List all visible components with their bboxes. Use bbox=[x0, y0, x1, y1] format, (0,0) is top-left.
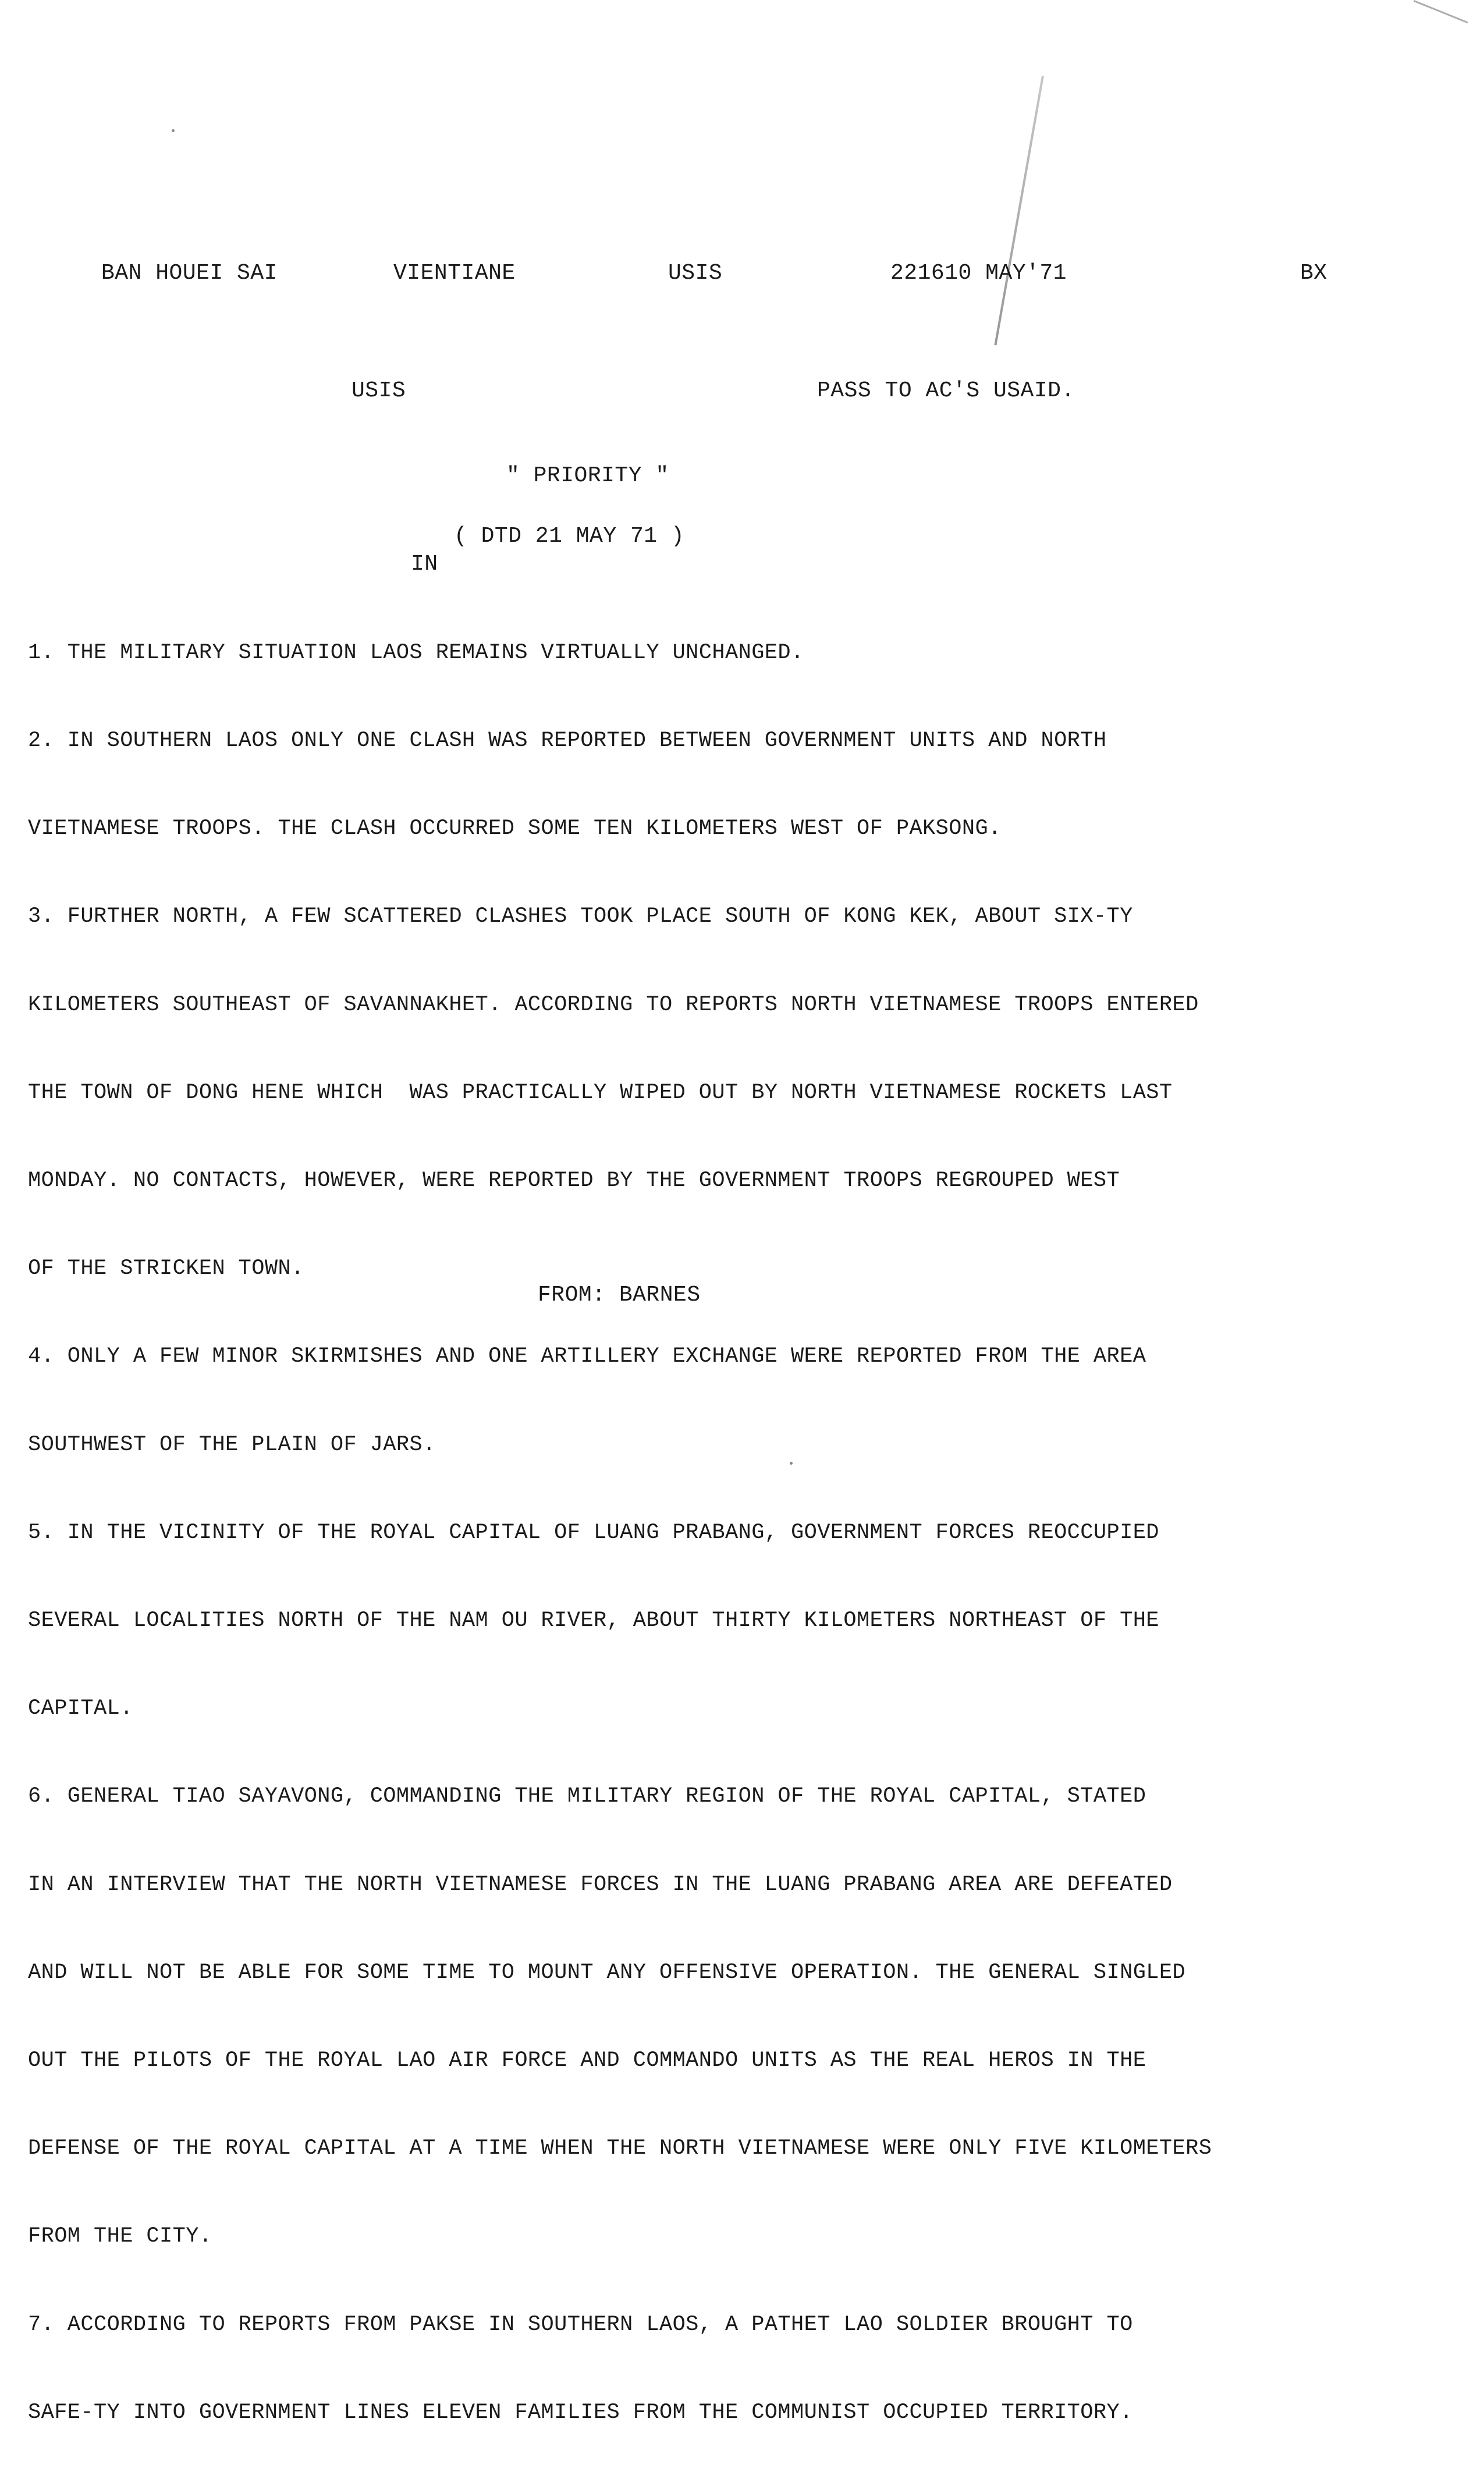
body-line: 4. ONLY A FEW MINOR SKIRMISHES AND ONE ARTILLERY EXCHANGE WERE REPORTED FROM THE AREA bbox=[28, 1344, 1146, 1369]
message-body bbox=[28, 580, 1436, 2486]
addressee-to: USIS bbox=[352, 378, 406, 403]
body-line: 5. IN THE VICINITY OF THE ROYAL CAPITAL OF LUANG PRABANG, GOVERNMENT FORCES REOCCUPIED bbox=[28, 1520, 1159, 1545]
corner-pen-mark bbox=[1414, 0, 1468, 23]
body-line: IN AN INTERVIEW THAT THE NORTH VIETNAMESE FORCES IN THE LUANG PRABANG AREA ARE DEFEATED bbox=[28, 1872, 1173, 1897]
body-line: 2. IN SOUTHERN LAOS ONLY ONE CLASH WAS REPORTED BETWEEN GOVERNMENT UNITS AND NORTH bbox=[28, 729, 1107, 754]
precedence-label: " PRIORITY " bbox=[506, 463, 669, 488]
body-line: THE TOWN OF DONG HENE WHICH WAS PRACTICALLY WIPED OUT BY NORTH VIETNAMESE ROCKETS LAST bbox=[28, 1080, 1173, 1105]
body-line: 6. GENERAL TIAO SAYAVONG, COMMANDING THE MILITARY REGION OF THE ROYAL CAPITAL, STATED bbox=[28, 1784, 1146, 1809]
body-line: 1. THE MILITARY SITUATION LAOS REMAINS VIRTUALLY UNCHANGED. bbox=[28, 640, 804, 665]
handwritten-pen-stroke bbox=[994, 76, 1044, 346]
routing-origin: BAN HOUEI SAI bbox=[101, 261, 278, 286]
body-line: SOUTHWEST OF THE PLAIN OF JARS. bbox=[28, 1432, 436, 1457]
body-line: 7. ACCORDING TO REPORTS FROM PAKSE IN SOUTHERN LAOS, A PATHET LAO SOLDIER BROUGHT TO bbox=[28, 2312, 1133, 2337]
signature-from: FROM: BARNES bbox=[538, 1283, 701, 1308]
addressee-pass-to: PASS TO AC'S USAID. bbox=[817, 378, 1075, 403]
routing-destination: VIENTIANE bbox=[393, 261, 516, 286]
routing-dtg: 221610 MAY'71 bbox=[890, 261, 1067, 286]
body-line: FROM THE CITY. bbox=[28, 2224, 212, 2249]
body-line: KILOMETERS SOUTHEAST OF SAVANNAKHET. ACCORDING TO REPORTS NORTH VIETNAMESE TROOPS ENTERED bbox=[28, 992, 1199, 1017]
body-line: VIETNAMESE TROOPS. THE CLASH OCCURRED SOME TEN KILOMETERS WEST OF PAKSONG. bbox=[28, 816, 1002, 841]
body-line: AND WILL NOT BE ABLE FOR SOME TIME TO MOUNT ANY OFFENSIVE OPERATION. THE GENERAL SINGLED bbox=[28, 1960, 1186, 1985]
body-line: OF THE STRICKEN TOWN. bbox=[28, 1256, 304, 1281]
routing-agency: USIS bbox=[668, 261, 723, 286]
paper-speck bbox=[172, 129, 175, 132]
body-line: CAPITAL. bbox=[28, 1696, 133, 1721]
body-line: SEVERAL LOCALITIES NORTH OF THE NAM OU RIVER, ABOUT THIRTY KILOMETERS NORTHEAST OF THE bbox=[28, 1608, 1159, 1633]
body-line: 3. FURTHER NORTH, A FEW SCATTERED CLASHES TOOK PLACE SOUTH OF KONG KEK, ABOUT SIX-TY bbox=[28, 904, 1133, 929]
handwritten-insert-word: IN bbox=[411, 552, 438, 577]
dated-line: ( DTD 21 MAY 71 ) bbox=[454, 524, 685, 549]
body-line: MONDAY. NO CONTACTS, HOWEVER, WERE REPORTED BY THE GOVERNMENT TROOPS REGROUPED WEST bbox=[28, 1169, 1120, 1194]
body-line: SAFE-TY INTO GOVERNMENT LINES ELEVEN FAMILIES FROM THE COMMUNIST OCCUPIED TERRITORY. bbox=[28, 2400, 1133, 2425]
body-line: DEFENSE OF THE ROYAL CAPITAL AT A TIME WHEN THE NORTH VIETNAMESE WERE ONLY FIVE KILOMETERS bbox=[28, 2136, 1212, 2161]
routing-code: BX bbox=[1300, 261, 1327, 286]
body-line: OUT THE PILOTS OF THE ROYAL LAO AIR FORCE AND COMMANDO UNITS AS THE REAL HEROS IN THE bbox=[28, 2048, 1146, 2073]
